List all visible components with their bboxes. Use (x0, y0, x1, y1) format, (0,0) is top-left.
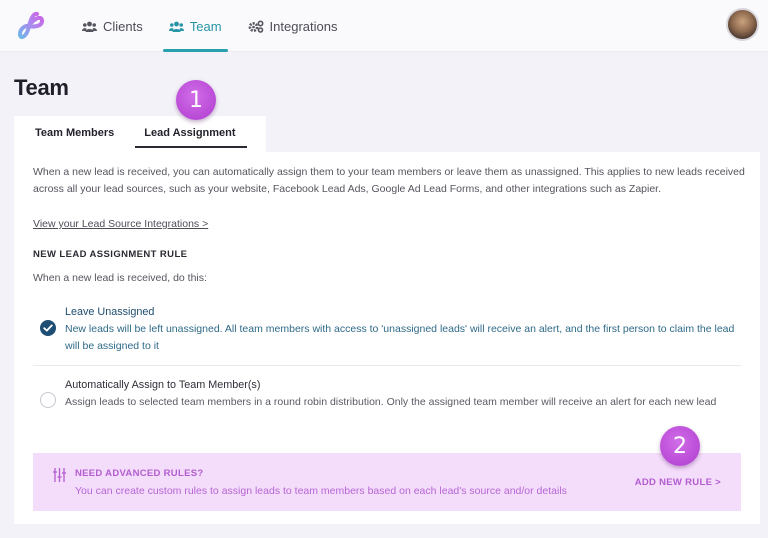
section-heading: NEW LEAD ASSIGNMENT RULE (33, 249, 188, 260)
tab-lead-assignment[interactable]: Lead Assignment (144, 116, 235, 149)
option-description: Assign leads to selected team members in a round robin distribution. Only the assigned team member will receive an alert for each new lead (65, 396, 717, 408)
nav-team[interactable] (165, 0, 226, 52)
nav-team-label: Team (189, 18, 222, 34)
add-new-rule-button[interactable]: ADD NEW RULE > (634, 477, 721, 488)
advanced-rules-description: You can create custom rules to assign leads to team members based on each lead's source and/or details (75, 485, 567, 497)
main-nav (78, 0, 359, 52)
lead-assignment-panel (14, 152, 760, 524)
top-navigation-bar (0, 0, 768, 52)
section-subheading: When a new lead is received, do this: (33, 272, 207, 284)
page-title: Team (14, 75, 69, 100)
radio-checked-icon[interactable] (40, 320, 56, 336)
users-icon (169, 21, 184, 32)
tab-bar (14, 116, 266, 152)
option-title: Automatically Assign to Team Member(s) (65, 379, 261, 391)
advanced-rules-title: NEED ADVANCED RULES? (75, 468, 204, 479)
option-description: New leads will be left unassigned. All team members with access to 'unassigned leads' will receive an alert, and the first person to claim the lead will be assigned to it (65, 323, 735, 352)
user-avatar[interactable] (726, 8, 759, 41)
annotation-badge-1: 1 (176, 80, 216, 120)
option-divider (33, 365, 741, 366)
advanced-rules-banner (33, 453, 741, 511)
nav-integrations[interactable] (244, 0, 342, 52)
option-leave-unassigned[interactable] (33, 306, 741, 356)
radio-unchecked-icon[interactable] (40, 392, 56, 408)
tab-team-members[interactable]: Team Members (35, 126, 115, 139)
option-title: Leave Unassigned (65, 306, 155, 318)
intro-text: When a new lead is received, you can automatically assign them to your team members or leave them as unassigned. This applies to new leads received across all your lead sources, such as your website, Facebook Lead Ads, Google Ad Lead Forms, and other integrations such as Zapier. (33, 166, 745, 195)
app-logo[interactable] (12, 9, 46, 43)
sliders-icon (53, 468, 66, 487)
gears-icon (248, 20, 264, 33)
nav-clients-label: Clients (103, 18, 143, 34)
option-auto-assign[interactable] (33, 379, 741, 429)
nav-clients[interactable] (78, 0, 147, 52)
users-icon (82, 21, 97, 32)
annotation-badge-2: 2 (660, 426, 700, 466)
nav-integrations-label: Integrations (269, 18, 338, 34)
lead-source-integrations-link[interactable]: View your Lead Source Integrations > (33, 218, 209, 230)
